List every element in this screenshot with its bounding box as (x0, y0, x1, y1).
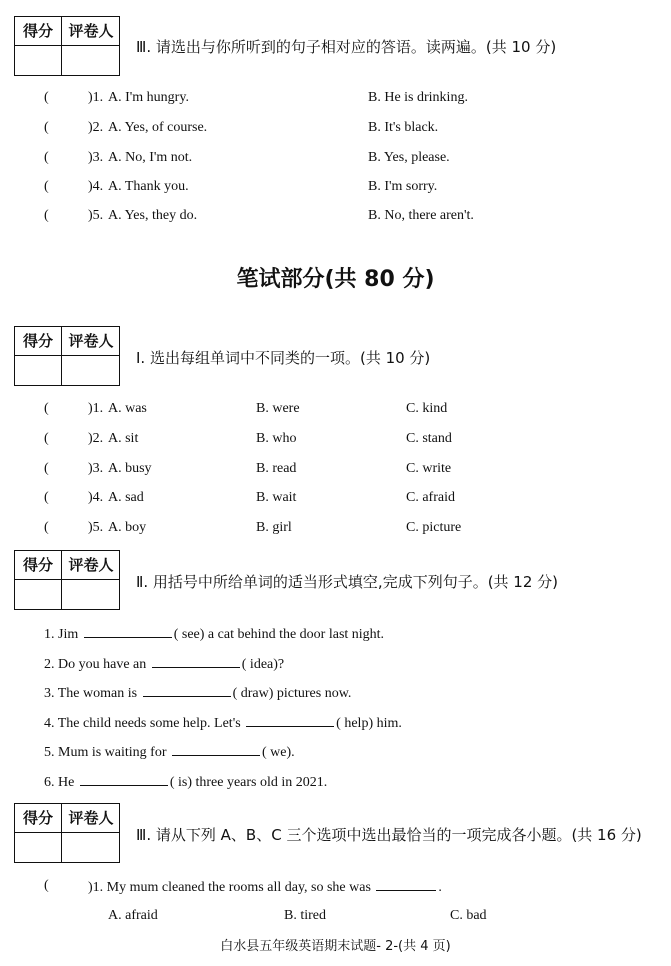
score-box (14, 803, 120, 863)
section-title: Ⅲ. 请选出与你所听到的句子相对应的答语。读两遍。(共 10 分) (136, 38, 557, 56)
answer-blank[interactable] (172, 743, 260, 756)
score-label: 得分 (22, 22, 53, 40)
fill-item: 4. The child needs some help. Let's ( help) him. (44, 716, 402, 731)
answer-blank[interactable] (84, 625, 172, 638)
section-title: Ⅱ. 用括号中所给单词的适当形式填空,完成下列句子。(共 12 分) (136, 573, 559, 591)
page-footer: 白水县五年级英语期末试题- 2-(共 4 页) (220, 939, 451, 954)
answer-blank[interactable] (246, 714, 334, 727)
answer-blank[interactable] (143, 684, 231, 697)
fill-item: 2. Do you have an ( idea)? (44, 657, 285, 672)
grader-label: 评卷人 (68, 556, 114, 574)
section-title: Ⅰ. 选出每组单词中不同类的一项。(共 10 分) (136, 349, 431, 367)
written-part-title: 笔试部分(共 80 分) (236, 267, 435, 292)
answer-blank[interactable] (376, 878, 436, 891)
grader-label: 评卷人 (68, 22, 114, 40)
grader-label: 评卷人 (68, 809, 114, 827)
answer-blank[interactable] (152, 655, 240, 668)
fill-item: 5. Mum is waiting for ( we). (44, 745, 295, 760)
score-label: 得分 (22, 332, 53, 350)
score-label: 得分 (22, 809, 53, 827)
answer-blank[interactable] (80, 773, 168, 786)
score-box (14, 16, 120, 76)
section-title: Ⅲ. 请从下列 A、B、C 三个选项中选出最恰当的一项完成各小题。(共 16 分) (136, 826, 642, 844)
score-box (14, 326, 120, 386)
fill-item: 6. He ( is) three years old in 2021. (44, 775, 328, 790)
grader-label: 评卷人 (68, 332, 114, 350)
score-box (14, 550, 120, 610)
fill-item: 1. Jim ( see) a cat behind the door last night. (44, 627, 385, 642)
score-label: 得分 (22, 556, 53, 574)
fill-item: 3. The woman is ( draw) pictures now. (44, 686, 352, 701)
